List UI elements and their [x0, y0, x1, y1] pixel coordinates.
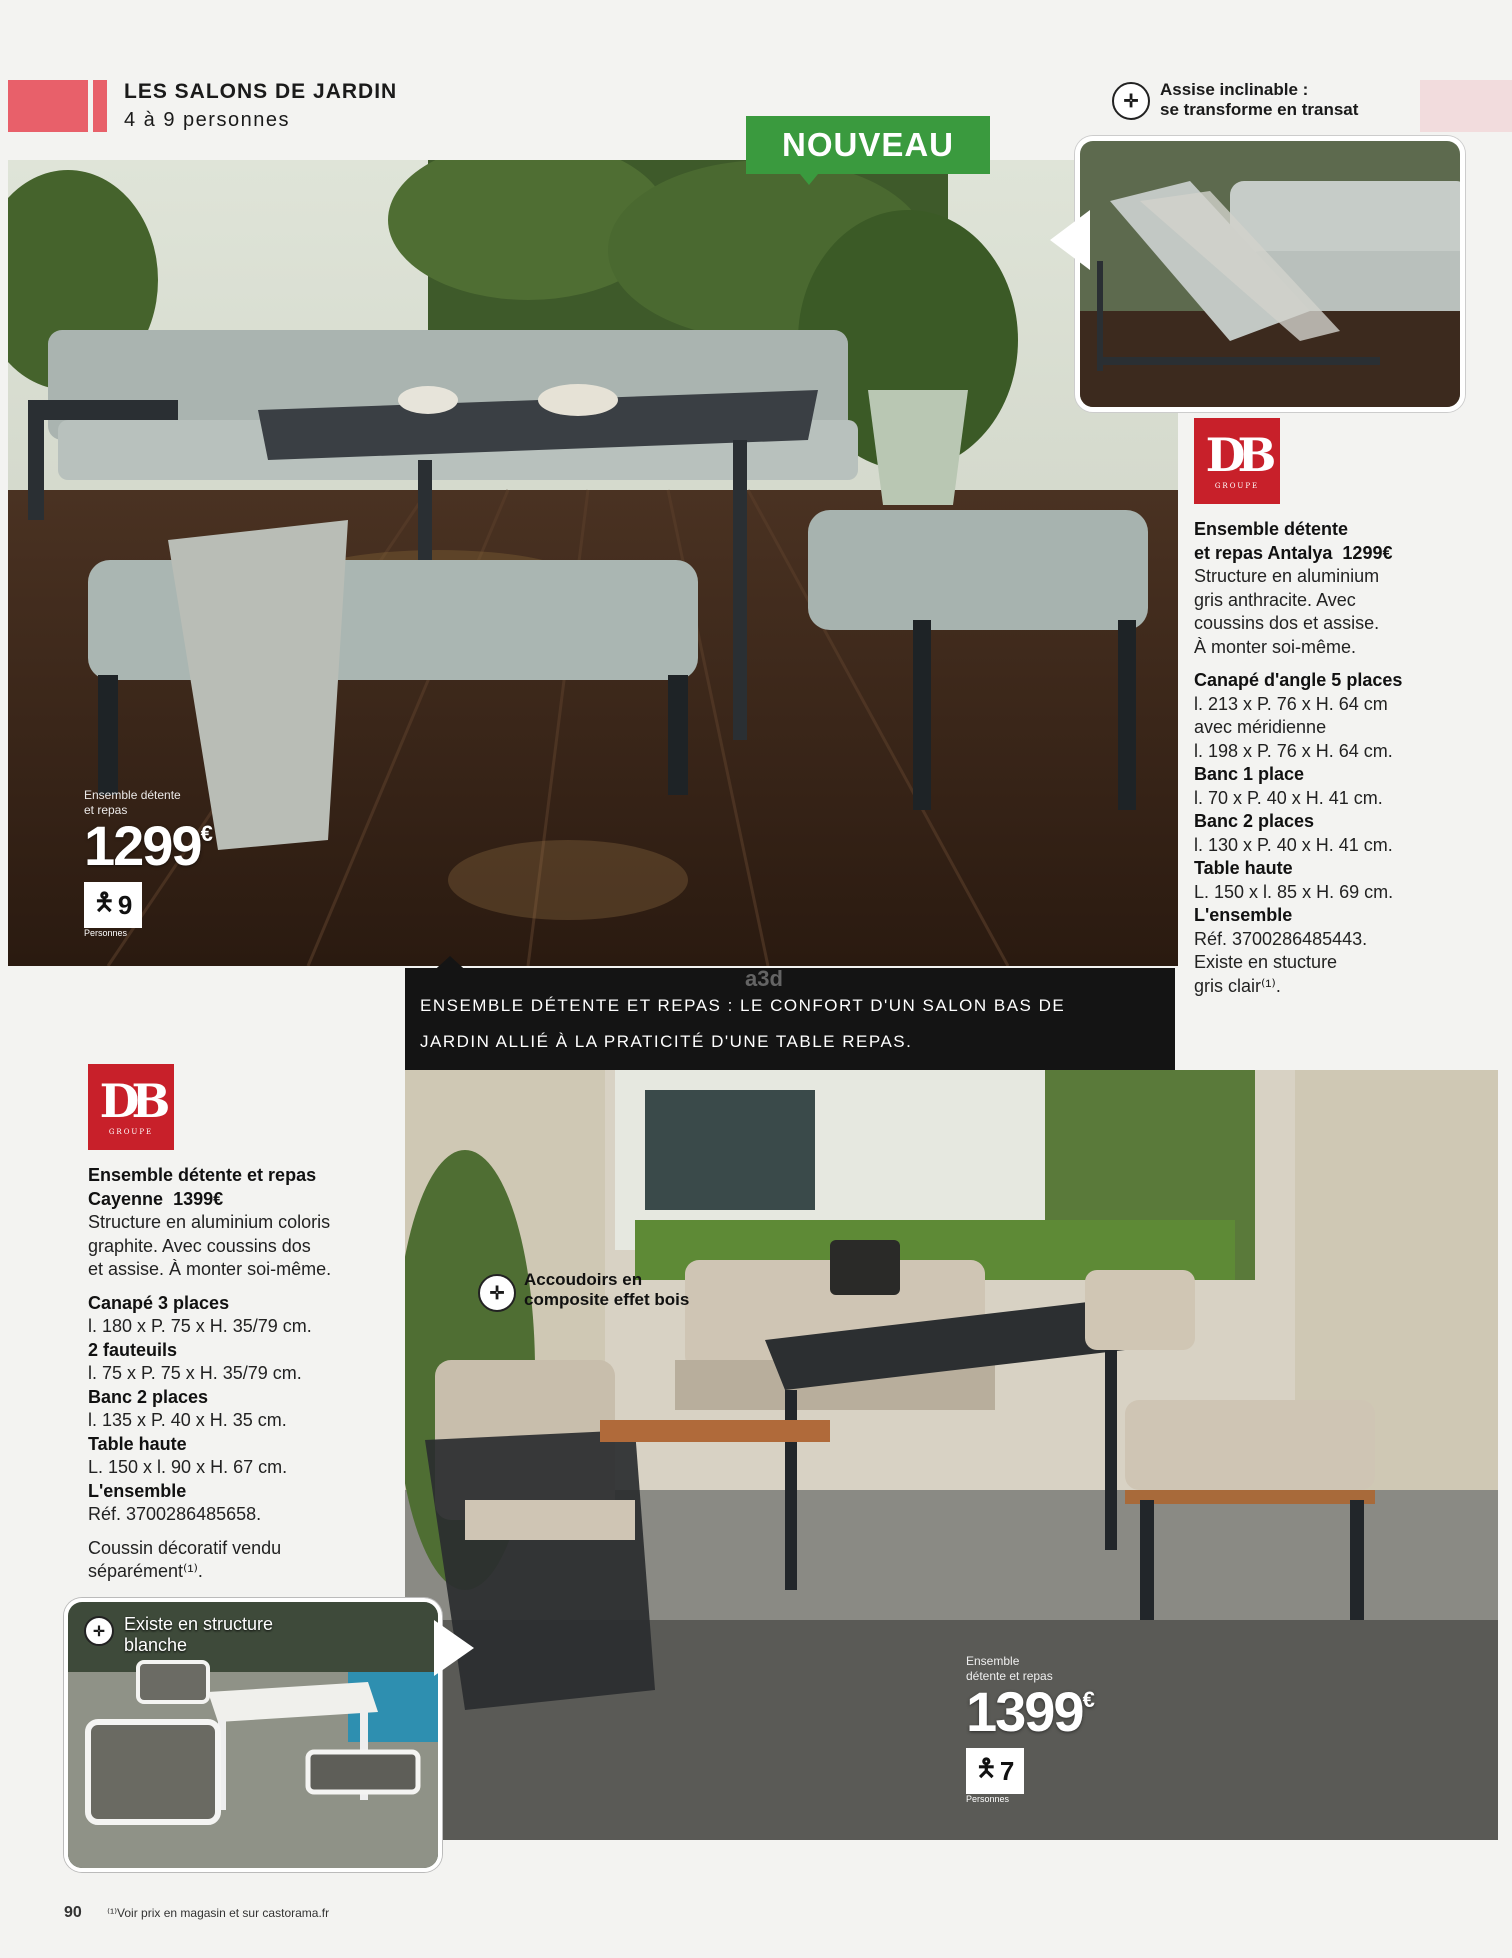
tip-white-line2: blanche: [124, 1635, 188, 1655]
plus-compass-icon: ✛: [1112, 82, 1150, 120]
antalya-item-dim: gris clair⁽¹⁾.: [1194, 975, 1281, 996]
footer: [64, 1904, 329, 1922]
cayenne-note: séparément⁽¹⁾.: [88, 1561, 203, 1581]
cayenne-name: Cayenne: [88, 1188, 164, 1209]
persons-badge: [84, 882, 142, 928]
cayenne-item-dim: l. 135 x P. 40 x H. 35 cm.: [88, 1410, 287, 1430]
price-stamp-label: détente et repas: [966, 1669, 1053, 1683]
cayenne-item-name: Canapé 3 places: [88, 1292, 230, 1313]
antalya-title-line2: [1194, 542, 1504, 566]
header-accent-bar-narrow: [93, 80, 107, 132]
antalya-item-dim: l. 213 x P. 76 x H. 64 cm: [1194, 693, 1388, 714]
persons-label: Personnes: [966, 1794, 1010, 1804]
antalya-desc-3: coussins dos et assise.: [1194, 613, 1380, 633]
cayenne-item-name: Banc 2 places: [88, 1386, 209, 1407]
antalya-desc-1: Structure en aluminium: [1194, 566, 1380, 586]
price-amount: 1299: [84, 814, 201, 877]
antalya-spec: [1194, 518, 1504, 998]
tip-armrest-line2: composite effet bois: [524, 1290, 690, 1309]
antalya-desc-4: À monter soi-même.: [1194, 636, 1357, 657]
page-subtitle: 4 à 9 personnes: [124, 109, 290, 131]
tip-reclining-line2: se transforme en transat: [1160, 100, 1359, 119]
antalya-item-dim: l. 70 x P. 40 x H. 41 cm.: [1194, 787, 1383, 808]
cayenne-title-line2: [88, 1188, 398, 1212]
price-currency: €: [1082, 1687, 1093, 1712]
antalya-item-dim: Réf. 3700286485443.: [1194, 928, 1368, 949]
inset-pointer: [1050, 210, 1090, 270]
tip-armrest-line1: Accoudoirs en: [524, 1270, 643, 1289]
tip-armrest: [524, 1270, 689, 1310]
reclining-seat-photo: [1075, 136, 1465, 412]
person-icon: 🯅: [975, 1754, 997, 1782]
price-stamp-antalya: [84, 788, 211, 938]
antalya-item-dim: l. 130 x P. 40 x H. 41 cm.: [1194, 834, 1393, 855]
antalya-item-name: L'ensemble: [1194, 905, 1293, 925]
plus-compass-icon: ✛: [478, 1274, 516, 1312]
cayenne-spec: [88, 1164, 398, 1584]
cayenne-item-dim: l. 180 x P. 75 x H. 35/79 cm.: [88, 1316, 312, 1336]
inset-pointer: [434, 1620, 474, 1676]
antalya-desc-2: gris anthracite. Avec: [1194, 589, 1356, 610]
price-stamp-value: [84, 814, 211, 877]
antalya-item-dim: L. 150 x l. 85 x H. 69 cm.: [1194, 881, 1394, 902]
tip-white-line1: Existe en structure: [124, 1614, 274, 1634]
brand-logo: [1194, 418, 1280, 504]
antalya-price: 1299€: [1342, 542, 1393, 563]
persons-count: 9: [117, 889, 133, 920]
brand-logo-mark: DB: [99, 1074, 163, 1128]
brand-logo-sub: GROUPE: [1214, 482, 1260, 490]
footer-note: ⁽¹⁾Voir prix en magasin et sur castorama.fr: [107, 1906, 330, 1920]
tagline-line2: JARDIN ALLIÉ À LA PRATICITÉ D'UNE TABLE REPAS.: [420, 1032, 913, 1051]
cayenne-desc-2: graphite. Avec coussins dos: [88, 1235, 311, 1256]
watermark: a3d: [745, 966, 783, 991]
price-stamp-cayenne: [966, 1654, 1093, 1804]
bleed-through-accent: [1420, 80, 1512, 132]
header-accent-bar: [8, 80, 88, 132]
antalya-item-dim: Existe en stucture: [1194, 952, 1338, 972]
tip-white-structure: [124, 1614, 273, 1656]
cayenne-desc-1: Structure en aluminium coloris: [88, 1212, 331, 1232]
page-number: 90: [64, 1904, 82, 1921]
cayenne-item-dim: Réf. 3700286485658.: [88, 1504, 262, 1524]
price-stamp-value: [966, 1680, 1093, 1743]
cayenne-item-dim: L. 150 x l. 90 x H. 67 cm.: [88, 1457, 288, 1477]
antalya-item-name: Canapé d'angle 5 places: [1194, 670, 1403, 690]
cayenne-product-photo: [405, 1070, 1498, 1840]
new-badge: NOUVEAU: [746, 116, 990, 174]
antalya-title: Ensemble détente: [1194, 519, 1349, 539]
cayenne-item-name: 2 fauteuils: [88, 1339, 178, 1360]
tip-reclining-line1: Assise inclinable :: [1160, 80, 1309, 99]
price-amount: 1399: [966, 1680, 1083, 1743]
brand-logo: [88, 1064, 174, 1150]
page-title: LES SALONS DE JARDIN: [124, 80, 398, 103]
persons-label: Personnes: [84, 928, 128, 938]
antalya-item-name: Banc 1 place: [1194, 764, 1305, 784]
persons-count: 7: [999, 1755, 1015, 1786]
tip-reclining: [1160, 80, 1358, 120]
cayenne-desc-3: et assise. À monter soi-même.: [88, 1259, 332, 1279]
antalya-item-name: Table haute: [1194, 858, 1293, 878]
cayenne-title: Ensemble détente et repas: [88, 1165, 317, 1185]
plus-compass-icon: ✛: [84, 1616, 114, 1646]
cayenne-note: Coussin décoratif vendu: [88, 1537, 282, 1558]
antalya-name: et repas Antalya: [1194, 542, 1333, 563]
banner-arrow-up: [428, 956, 472, 976]
antalya-item-name: Banc 2 places: [1194, 811, 1315, 831]
cayenne-item-name: Table haute: [88, 1433, 187, 1454]
person-icon: 🯅: [93, 888, 115, 916]
new-badge-tail: [800, 174, 818, 185]
persons-badge: [966, 1748, 1024, 1794]
cayenne-item-name: L'ensemble: [88, 1480, 187, 1501]
brand-logo-sub: GROUPE: [108, 1128, 154, 1136]
price-stamp-label: Ensemble: [966, 1654, 1020, 1668]
tagline-banner: [405, 968, 1175, 1070]
price-currency: €: [200, 821, 211, 846]
antalya-item-dim: avec méridienne: [1194, 717, 1327, 737]
cayenne-item-dim: l. 75 x P. 75 x H. 35/79 cm.: [88, 1363, 302, 1383]
cayenne-price: 1399€: [173, 1188, 224, 1209]
brand-logo-mark: DB: [1205, 428, 1269, 482]
antalya-item-dim: l. 198 x P. 76 x H. 64 cm.: [1194, 740, 1393, 761]
price-stamp-label: et repas: [84, 803, 128, 817]
price-stamp-label: Ensemble détente: [84, 788, 181, 802]
tagline-line1: ENSEMBLE DÉTENTE ET REPAS : LE CONFORT D'UN SALON BAS DE: [420, 996, 1066, 1015]
